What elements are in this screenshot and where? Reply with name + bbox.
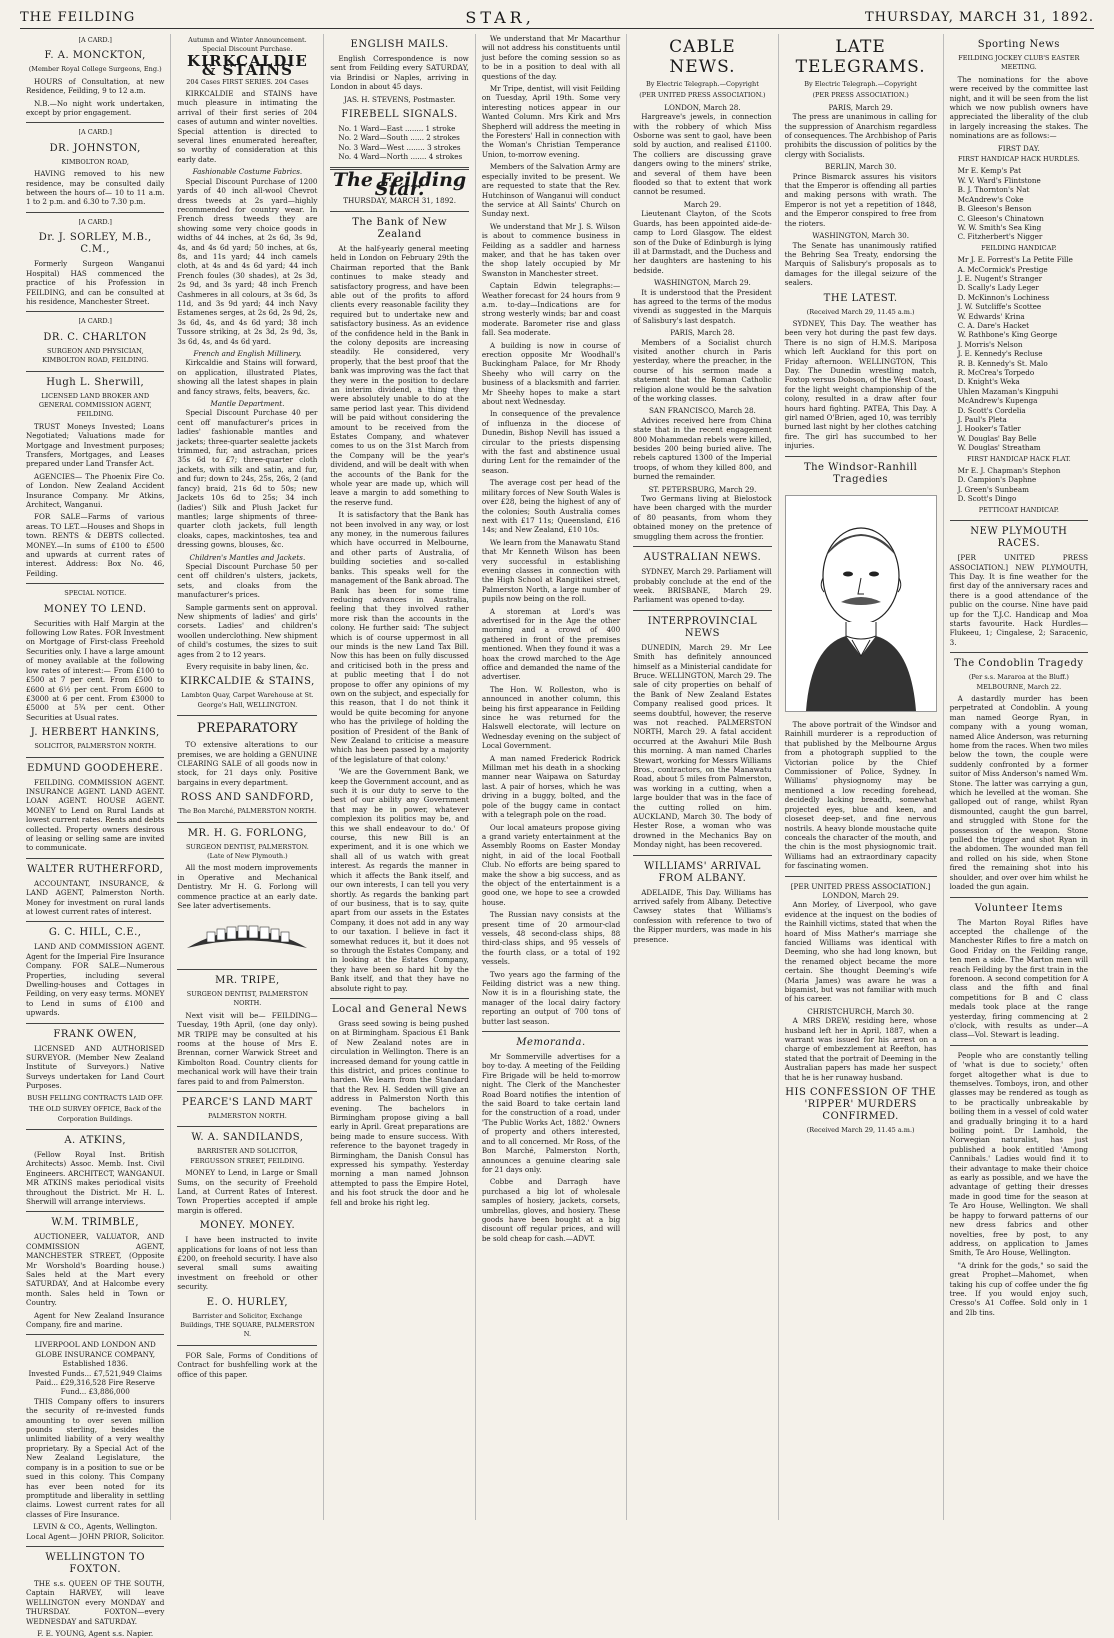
list-item: D. Scott's Dingo bbox=[957, 494, 1017, 504]
col4-body-6: In consequence of the prevalence of influenza in the diocese of Dunedin, Bishop Nevill has issued a circular to the priests dispensing with the fast and abstinence usual during Lent for the remainder of the season. bbox=[481, 409, 621, 475]
late-head: LATE TELEGRAMS. bbox=[795, 37, 926, 77]
berlin-date: BERLIN, March 30. bbox=[824, 162, 897, 172]
williams-head: WILLIAMS' ARRIVAL FROM ALBANY. bbox=[644, 860, 761, 884]
survey-office: THE OLD SURVEY OFFICE, Back of the Corporation Buildings. bbox=[29, 1105, 162, 1123]
children-head: Children's Mantles and Jackets. bbox=[189, 552, 306, 562]
list-item: A. McCormick's Prestige bbox=[957, 264, 1048, 274]
card1-nb: N.B.—No night work undertaken, except by prior engagement. bbox=[26, 98, 165, 118]
kirk-addr: Lambton Quay, Carpet Warehouse at St. George's Hall, WELLINGTON. bbox=[181, 691, 314, 709]
money2: MONEY. MONEY. bbox=[199, 1220, 296, 1232]
column-3 bbox=[324, 34, 475, 1520]
march29-date: March 29. bbox=[683, 199, 722, 209]
wash-date: WASHINGTON, March 29. bbox=[654, 278, 751, 288]
late-sub: By Electric Telegraph.—Copyright bbox=[804, 80, 918, 88]
lead-body-3: 'We are the Government Bank, we keep the Government account, and as such it is our duty to serve to the best of our ability any Government that may be in power, whatever complexion its politics may be, and this we shall endeavour to do.' Of course, this new Bill is an experiment, and it is one which we shall all of us watch with great interest. As regards the manner in which it affects the Bank itself, and our own interests, I can tell you very shortly. As regards the banking part of our business, that is to say, quite apart from our assets in the Estates Company, it does not add in any way to our taxation. I believe in fact it somewhat reduces it, but it does not so through the Estates Company, and in looking at the Estates Company, they have been so hard hit by the Bank itself, and that they have no absolute right to pay. bbox=[330, 767, 469, 993]
fire-list bbox=[330, 124, 468, 162]
masthead-right: THURSDAY, MARCH 31, 1892. bbox=[864, 9, 1094, 25]
late-wash-date: WASHINGTON, March 30. bbox=[812, 231, 910, 241]
card1-tag: [A CARD.] bbox=[78, 36, 112, 44]
col4-body-8: We learn from the Manawatu Stand that Mr Kenneth Wilson has been very successful in establishing evening classes in connection with the High School at Rangitikei street, Palmerston North, a large number of pupils now being on the roll. bbox=[481, 537, 621, 604]
late-assn: (PER PRESS ASSOCIATION.) bbox=[812, 91, 909, 100]
pearce: PEARCE'S LAND MART bbox=[182, 1096, 313, 1108]
aust-body: SYDNEY, March 29. Parliament will probably conclude at the end of the week. BRISBANE, March 29. Parliament was opened to-day. bbox=[633, 567, 772, 605]
fire-head: FIREBELL SIGNALS. bbox=[341, 109, 458, 121]
list-item: B. Gleeson's Benson bbox=[957, 204, 1032, 214]
money-head: MONEY TO LEND. bbox=[43, 603, 147, 615]
column-4 bbox=[476, 34, 627, 1520]
cable-assn: (PER UNITED PRESS ASSOCIATION.) bbox=[639, 91, 766, 100]
list-item: McAndrew's Coke bbox=[957, 194, 1024, 204]
list-item: D. Scott's Cordelia bbox=[957, 405, 1026, 415]
list-item: Mr E. J. Chapman's Stephon bbox=[957, 466, 1061, 476]
latest-time: (Received March 29, 11.45 a.m.) bbox=[806, 307, 915, 316]
ruth-body: ACCOUNTANT, INSURANCE, & LAND AGENT, Palmerston North. Money for investment on rural lands at lowest current rates of interest. bbox=[26, 878, 165, 916]
card4-sub: SURGEON AND PHYSICIAN, KIMBOLTON ROAD, FEILDING. bbox=[42, 346, 149, 365]
ross-sub: The Bon Marché, PALMERSTON NORTH. bbox=[178, 807, 317, 816]
kirk-sig: KIRKCALDIE & STAINS, bbox=[180, 676, 315, 688]
list-item: D. Campion's Daphne bbox=[957, 475, 1037, 485]
col4-intro: We understand that Mr Macarthur will not address his constituents until just before the coming session so as to be in a position to deal with all questions of the day. bbox=[481, 34, 621, 81]
memo-body: Mr Sommerville advertises for a boy to-day. A meeting of the Feilding Fire Brigade will be held to-morrow night. The Clerk of the Manchester Road Board notifies the intention of the said Board to take certain land for the construction of a road, under 'The Public Works Act, 1882.' Owners of property and others interested, and to all concerned. Mr Ross, of the Bon Marché, Palmerston North, announces a genuine clearing sale for 21 days only. bbox=[481, 1052, 621, 1174]
rutherford: WALTER RUTHERFORD, bbox=[27, 863, 164, 875]
every: Every requisite in baby linen, &c. bbox=[186, 662, 309, 671]
goodeh: EDMUND GOODEHERE. bbox=[27, 762, 164, 774]
card2-tag: [A CARD.] bbox=[78, 128, 112, 137]
london2-body: Ann Morley, of Liverpool, who gave evidence at the inquest on the bodies of the Rainhill victims, stated that when the hoard of Miss Mather's marriage she fancied Williams was identical with Deeming, who she had long known, but the renamed object became the more certain. She thought Deeming's wife (Maria James) was aware he was a bigamist, but was not familiar with much of his career. bbox=[784, 900, 937, 1004]
forlong-body: All the most modern improvements in Operative and Mechanical Dentistry. Mr H. G. Forlong will commence practice at an early date. See later advertisements. bbox=[177, 863, 318, 911]
owen: FRANK OWEN, bbox=[53, 1028, 138, 1040]
lead-body-1: At the half-yearly general meeting held in London on February 29th the Chairman reported that the Bank continues to make steady and satisfactory progress, and have been able out of the profits to afford clients every reasonable facility they required but to undertake new and satisfactory business. As an evidence of the confidence held in the Bank in the colony deposits are increasing steadily. He considered, very properly, that the best proof that the bank was improving was the fact that they were in the position to declare an interim dividend, a thing they were absolutely unable to do at the same period last year. This dividend will be paid without considering the amount to be received from the Estates Company, and whatever comes to us on the 31st March from the Company will be the year's dividend, and will be dealt with when the accounts of the Bank for the whole year are made up, which will leave a margin to add something to the reserve fund. bbox=[330, 243, 469, 507]
col4-body-4: Captain Edwin telegraphs:—Weather forecast for 24 hours from 9 a.m. to-day—Indications are for strong westerly winds; bar and coast moderate. Barometer rise and glass fall. Sea moderate. bbox=[481, 281, 621, 338]
list-item: W. Rathbone's King George bbox=[957, 330, 1058, 340]
list-item: C. A. Dare's Hacket bbox=[957, 320, 1029, 330]
newspaper-columns bbox=[20, 34, 1094, 1638]
memoranda-head: Memoranda. bbox=[516, 1037, 586, 1049]
col4-body-11: A man named Frederick Rodrick Millman met his death in a shocking manner near Waipawa on Saturday last. A pair of horses, which he was driving in a buggy, bolted, and the pole of the buggy came in contact with a telegraph pole on the road. bbox=[481, 753, 621, 820]
drink-ad: "A drink for the gods," so said the great Prophet—Mahomet, when taking his cup of coffee under the fig tree. If you would enjoy such, Cresso's A1 Coffee. Sold only in 1 and 2lb tins. bbox=[949, 1260, 1089, 1317]
forsale: FOR Sale, Forms of Conditions of Contract for bushfelling work at the office of this paper. bbox=[177, 1350, 318, 1379]
latest-body: SYDNEY, This Day. The weather has been very hot during the past few days. There is no sign of H.M.S. Mariposa which left Auckland for this port on Friday afternoon. WELLINGTON, This Day. The Dunedin wrestling match, Foxtop versus Dobson, of the West Coast, for the light weight championship of the colony, resulted in a draw after four hours hard fighting. PATEA, This Day. A girl named O'Brien, aged 10, was terribly burned last night by her clothes catching fire. The girl has succumbed to her injuries. bbox=[784, 318, 937, 451]
list-item: Mr J. E. Forrest's La Petite Fille bbox=[957, 255, 1073, 265]
cobbe-ad: Cobbe and Darragh have purchased a big lot of wholesale samples of hosiery, jackets, corsets, umbrellas, gloves, and hosiery. These goods have been bought at a big discount off regular prices, and will be sold cheap for cash.—ADVT. bbox=[481, 1177, 621, 1243]
mantle-head: Mantle Department. bbox=[210, 399, 285, 409]
kirk-cases: 204 Cases FIRST SERIES. 204 Cases bbox=[186, 77, 309, 86]
column-7 bbox=[944, 34, 1094, 1520]
col4-body-1: Mr Tripe, dentist, will visit Feilding on Tuesday, April 19th. Some very interesting notices appear in our Wanted Column. Mrs Kirk and Mrs Shepherd will address the meeting in the Foresters' Hall in connection with the Woman's Christian Temperance Union, to-morrow evening. bbox=[481, 84, 621, 159]
club-head: FEILDING JOCKEY CLUB'S EASTER MEETING. bbox=[958, 54, 1080, 72]
queen-body: THE s.s. QUEEN OF THE SOUTH, Captain HARVEY, will leave WELLINGTON every MONDAY and THURSDAY. FOXTON—every WEDNESDAY and SATURDAY. bbox=[26, 1578, 165, 1626]
list-item: R. McCrea's Torpedo bbox=[957, 368, 1035, 377]
column-5 bbox=[627, 34, 778, 1520]
col4-body-5: A building is now in course of erection opposite Mr Woodhall's Buckingham Palace, for Mr Rhody Sheehy who will carry on the business of a blacksmith and farrier. Mr Sheehy hopes to make a start about next Wednesday. bbox=[481, 340, 621, 407]
card3-body: Formerly Surgeon Wanganui Hospital) HAS commenced the practice of his Profession in FEILDING, and can be consulted at his residence, Manchester Street. bbox=[26, 259, 165, 306]
list-item: J. W. Sutcliffe's Scottee bbox=[957, 302, 1042, 312]
london2-date: [PER UNITED PRESS ASSOCIATION.] LONDON, March 29. bbox=[790, 881, 931, 900]
sherwill-name: Hugh L. Sherwill, bbox=[46, 376, 145, 388]
millinery-body: Kirkcaldie and Stains will forward, on application, illustrated Plates, showing all the latest shapes in plain and fancy straws, felts, beavers, &c. bbox=[177, 358, 318, 396]
list-item: J. Morris's Nelson bbox=[957, 339, 1023, 349]
col4-body-13: The Russian navy consists at the present time of 20 armour-clad vessels, 48 second-class ships, 88 third-class ships, and 95 vessels of the fourth class, or a total of 192 vessels. bbox=[481, 910, 621, 967]
sandilands: W. A. SANDILANDS, bbox=[191, 1132, 304, 1144]
col4-body-9: A storeman at Lord's was advertised for in the Age the other morning and a crowd of 400 gathered in front of the premises mentioned. When they found it was a hoax the crowd marched to the Age office and demanded the name of the advertiser. bbox=[481, 606, 621, 682]
trimble: W.M. TRIMBLE, bbox=[51, 1217, 140, 1229]
list-item: W. V. Ward's Flintstone bbox=[957, 175, 1041, 185]
list-item: J. E. Nugent's Stranger bbox=[957, 273, 1043, 283]
dentures-illustration bbox=[177, 918, 317, 958]
globe-body: THIS Company offers to insurers the security of re-invested funds amounting to over seven million pounds sterling, besides the unlimited liability of a very wealthy proprietary. By a Special Act of the New Zealand Legislature, the company is in a position to sue or be sued in this colony. This Company has ever been noted for its promptitude and liberality in settling claims. Lowest current rates for all classes of Fire Insurance. bbox=[26, 1396, 165, 1519]
berlin-body: Prince Bismarck assures his visitors that the Emperor is offending all parties and making persons with wrath. The Emperor is not yet a repetition of 1848, and the Emperor conspired to free from the rioters. bbox=[784, 171, 937, 228]
hankins: J. HERBERT HANKINS, bbox=[30, 727, 160, 739]
hack-list bbox=[950, 466, 1088, 504]
card3-name: Dr. J. SORLEY, M.B., C.M., bbox=[38, 232, 152, 256]
card1-body: HOURS of Consultation, at new Residence, Feilding, 9 to 12 a.m. bbox=[26, 76, 165, 96]
lead-head: The Bank of New Zealand bbox=[352, 216, 448, 240]
col4-body-10: The Hon. W. Rolleston, who is announced in another column, this being his first appearance in Feilding since he was returned for the Halswell electorate, will lecture on Wednesday evening on the subject of Local Government. bbox=[481, 684, 621, 751]
london-body: Hargreave's jewels, in connection with the robbery of which Miss Osborne was sent to gaol, have been sold by auction, and realised £1100. The colliers are discussing grave dangers owing to the miners' strike, and several of them have been flooded so that to extent that work cannot be resumed. bbox=[633, 112, 772, 197]
sherwill-body: TRUST Moneys Invested; Loans Negotiated; Valuations made for Mortgage and Investment purposes; Transfers, Mortgages, and Leases prepared under Land Transfer Act. bbox=[26, 421, 165, 469]
card3-tag: [A CARD.] bbox=[78, 217, 112, 226]
cond-body: A dastardly murder has been perpetrated at Condoblin. A young man named George Ryan, in company with a young woman, named Alice Anderson, was returning home from the races. When two miles below the town, the couple were suddenly confronted by a former suitor of Miss Anderson's named Wm. Stone. The latter was carrying a gun, which he levelled at the woman. She galloped out of range, whilst Ryan dismounted, caught the gun barrel, and struggled with Stone for the possession of the weapon. Stone pulled the trigger and shot Ryan in the abdomen. The wounded man fell and rolled on his side, when Stone fired the remaining shot into his shoulder, and over over him whilst he loaded the gun again. bbox=[949, 693, 1089, 892]
latest-head: THE LATEST. bbox=[823, 292, 898, 304]
owen-note: BUSH FELLING CONTRACTS LAID OFF. bbox=[27, 1093, 164, 1102]
children-body: Special Discount Purchase 50 per cent off children's ulsters, jackets, sets, and cloaks from the manufacturer's prices. bbox=[177, 561, 318, 600]
wash-body: It is understood that the President has agreed to the terms of the modus vivendi as suggested in the Marquis of Salisbury's last despatch. bbox=[633, 287, 772, 325]
list-item: B. J. Thornton's Nat bbox=[957, 185, 1030, 195]
petticoat-head: PETTICOAT HANDICAP. bbox=[978, 505, 1059, 514]
list-item: W. Edwards' Krina bbox=[957, 311, 1025, 321]
millinery-head: French and English Millinery. bbox=[193, 349, 302, 358]
card4-tag: [A CARD.] bbox=[78, 317, 112, 326]
prep-head: PREPARATORY bbox=[197, 721, 298, 737]
paper-date: THURSDAY, MARCH 31, 1892. bbox=[343, 196, 457, 206]
local-agent: Local Agent— JOHN PRIOR, Solicitor. bbox=[26, 1531, 165, 1541]
christ-date: CHRISTCHURCH, March 30. bbox=[807, 1006, 914, 1016]
list-item: W. Douglas' Streatham bbox=[957, 443, 1041, 453]
column-1 bbox=[20, 34, 171, 1638]
handicap-head: FEILDING HANDICAP. bbox=[981, 243, 1057, 252]
sanfran-body: Advices received here from China state that in the recent engagement 800 Mohammedan rebels were killed, besides 200 being buried alive. The rebels captured 1300 of the Imperial troops, of whom they killed 800, and burned the remainder. bbox=[633, 415, 772, 482]
australian-head: AUSTRALIAN NEWS. bbox=[643, 552, 762, 564]
card1-sub: (Member Royal College Surgeons, Eng.) bbox=[28, 65, 162, 74]
list-item: R. B. Kennedy's St. Malo bbox=[957, 358, 1048, 368]
hankins-sub: SOLICITOR, PALMERSTON NORTH. bbox=[34, 742, 157, 751]
list-item: J. Green's Sunbeam bbox=[957, 484, 1029, 494]
tragedy-head: The Windsor-Ranhill Tragedies bbox=[803, 461, 918, 485]
insurance-agent: Agent for New Zealand Insurance Company, fire and marine. bbox=[26, 1310, 165, 1329]
list-item: W. Douglas' Bay Belle bbox=[957, 433, 1037, 443]
col4-body-12: Our local amateurs propose giving a grand variety entertainment at the Assembly Rooms on Easter Monday night, in aid of the local Football Club. No efforts are being spared to make the show a big success, and as the object of the entertainment is a good one, we hope to see a crowded house. bbox=[481, 822, 621, 907]
volunteer-head: Volunteer Items bbox=[974, 902, 1063, 914]
vol-body: The Marton Royal Rifles have accepted the challenge of the Manchester Rifles to fire a match on Good Friday on the Feilding range, ten men a side. The Marton men will reach Feilding by the first train in the forenoon. A second competition for A class and the fifth and final competitions for B and C class medals took place at the range yesterday, firing commencing at 2 o'clock, with results as under—A class—Vol. Stewart is leading. bbox=[949, 917, 1089, 1040]
paris-body: Members of a Socialist church visited another church in Paris yesterday, where the preacher, in the course of his sermon made a statement that the Roman Catholic religion alone would be the salvation of the working classes. bbox=[633, 337, 772, 403]
stpete-date: ST. PETERSBURG, March 29. bbox=[648, 484, 757, 494]
cond-sub: (Per s.s. Mararoa at the Bluff.) MELBOURNE, March 22. bbox=[968, 673, 1069, 691]
hurley-sub: Barrister and Solicitor, Exchange Buildings, THE SQUARE, PALMERSTON N. bbox=[180, 1311, 315, 1339]
list-item: Uhlen Mazaman's Kingpuhi bbox=[957, 386, 1059, 396]
foxton-head: WELLINGTON TO FOXTON. bbox=[45, 1551, 146, 1575]
list-item: D. Scally's Lady Leger bbox=[957, 283, 1039, 293]
fire-item: No. 3 Ward—West ........ 3 strokes bbox=[338, 142, 461, 152]
inter-body: DUNEDIN, March 29. Mr Lee Smith has definitely announced himself as a Ministerial candidate for Bruce. WELLINGTON, March 29. The sale of city properties on behalf of the Bank of New Zealand Estates Company realised good prices. It seems doubtful, however, the reserve was not reached. PALMERSTON NORTH, March 29. A fatal accident occurred at the Awahuri Mile Bush this morning. A man named Charles Stewart, working for Messrs Williams Bros., contractors, on the Manawatu Road, about 5 miles from Palmerston, was working in a cutting, when a large boulder that was in the face of the cutting rolled on him. AUCKLAND, March 30. The body of Hester Rose, a woman who was drowned in the Mechanics Bay on Monday night, has been recovered. bbox=[633, 642, 772, 850]
card4-name: DR. C. CHARLTON bbox=[43, 331, 148, 343]
hurdles-head: FIRST HANDICAP HACK HURDLES. bbox=[958, 155, 1080, 164]
williams-portrait-illustration bbox=[785, 495, 937, 712]
np-body: [PER UNITED PRESS ASSOCIATION.] NEW PLYMOUTH, This Day. It is fine weather for the first day of the anniversary races and there is a good attendance of the public on the course. Nine have paid up for the T.J.C. Handicap and Moa starts favourite. Hack Hurdles—Flukeeu, 1; Cingalese, 2; Saracenic, 3. bbox=[949, 553, 1089, 647]
agencies: AGENCIES— The Phoenix Fire Co. of London. New Zealand Accident Insurance Company. Mr Atkins, Architect, Wanganui. bbox=[26, 471, 165, 509]
cable-head: CABLE NEWS. bbox=[669, 37, 736, 77]
goodeh-body: FEILDING. COMMISSION AGENT. INSURANCE AGENT. LAND AGENT. LOAN AGENT. HOUSE AGENT. MONEY to Lend on Rural Lands at lowest current rates. Rents and debts collected. Property owners desirous of leasing or selling same are invited to communicate. bbox=[26, 777, 165, 853]
trimble-body: AUCTIONEER, VALUATOR, AND COMMISSION AGENT, MANCHESTER STREET, (Opposite Mr Worshold's Boarding house.) Sales held at the Mart every SATURDAY, And at Halcombe every month. Sales held in Town or Country. bbox=[26, 1232, 165, 1308]
hack-head: FIRST HANDICAP HACK FLAT. bbox=[967, 454, 1071, 463]
column-2 bbox=[171, 34, 324, 1520]
fire-item: No. 4 Ward—North ....... 4 strokes bbox=[338, 152, 463, 162]
paper-title: The Feilding Star. bbox=[332, 168, 467, 201]
hisconf-time: (Received March 29, 11.45 a.m.) bbox=[806, 1126, 915, 1135]
levin: LEVIN & CO., Agents, Wellington. bbox=[33, 1522, 158, 1532]
list-item: McAndrew's Kupenga bbox=[957, 396, 1038, 406]
cable-sub: By Electric Telegraph.—Copyright bbox=[645, 80, 759, 88]
fashion-head: Fashionable Costume Fabrics. bbox=[192, 167, 303, 177]
kirk-title: KIRKCALDIE & STAINS bbox=[187, 51, 308, 80]
handicap-list bbox=[950, 255, 1088, 453]
col4-body-2: Members of the Salvation Army are especially invited to be present. We are requested to state that the Rev. Hutchinson of Wanganui will conduct the service at All Saints' Church on Sunday next. bbox=[481, 162, 621, 219]
list-item: C. Gleeson's Chinatown bbox=[957, 213, 1044, 223]
condoblin-head: The Condoblin Tragedy bbox=[954, 658, 1084, 670]
card2-name: DR. JOHNSTON, bbox=[49, 142, 141, 154]
col4-body-14: Two years ago the farming of the Feilding district was a new thing. Now it is in a flourishing state, the manager of the local dairy factory reporting an output of 700 tons of butter last season. bbox=[481, 969, 621, 1026]
tripe-body: Next visit will be— FEILDING—Tuesday, 19th April, (one day only). MR TRIPE may be consulted at his rooms at the house of Mrs E. Brennan, corner Warwick Street and Kimbolton Road. Country clients for mechanical work will have their train fares paid to and from Palmerston. bbox=[177, 1010, 318, 1086]
masthead-left: THE FEILDING bbox=[20, 9, 136, 25]
local-body: Grass seed sowing is being pushed on at Birmingham. Spacious £1 Bank of New Zealand notes are in circulation in Wellington. There is an increased demand for young cattle in this district, and prices continue to harden. We learn from the Standard that the Rev. H. Sedden will give an address in Palmerston North this evening. The bachelors in Birmingham propose giving a ball early in April. Great preparations are being made to ensure success. With reference to the bayonet tragedy in Birmingham, the Danish Consul has expressed his sympathy. Yesterday morning a man named Johnson attempted to pass the Empire Hotel, and his foot struck the door and he fell and broke his right leg. bbox=[330, 1018, 469, 1207]
atkins: A. ATKINS, bbox=[64, 1134, 127, 1146]
list-item: Mr E. Kemp's Pat bbox=[957, 166, 1022, 176]
special-notice: SPECIAL NOTICE. bbox=[64, 589, 127, 598]
advt-body: People who are constantly telling of 'what is due to society,' often forget altogether what is due to themselves. Tomboys, iron, and other glasses may be rendered as tough as to be practically unbreakable by boiling them in a vessel of cold water and gradually bringing it to a hard boiling point. Dr Lamhold, the Norwegian naturalist, has just published a book entitled 'Among Cannibals.' Ladies would find it to their advantage to make their choice as early as possible, and we have the advantage of getting their dresses made in good time for the season at Te Aro House, Wellington. We shall be happy to forward patterns of our new dress fabrics and other novelties, free by post, to any address, on application to James Smith, Te Aro House, Wellington. bbox=[949, 1050, 1089, 1258]
kirk-intro: Autumn and Winter Announcement. Special Discount Purchase. bbox=[188, 36, 307, 54]
christ-body: A MRS DREW, residing here, whose husband left her in April, 1887, when a warrant was issued for his arrest on a charge of embezzlement at Reefton, has stated that the portrait of Deeming in the Australian papers has made her suspect that he is her runaway husband. bbox=[784, 1016, 937, 1082]
col4-body-7: The average cost per head of the military forces of New South Wales is over £28, being the highest of any of the colonies; South Australia comes next with £17 11s; Queensland, £16 14s; and New Zealand, £10 10s. bbox=[481, 478, 621, 535]
forlong: MR. H. G. FORLONG, bbox=[187, 827, 308, 839]
fire-item: No. 1 Ward—East ........ 1 stroke bbox=[338, 124, 456, 134]
sherwill-sub: LICENSED LAND BROKER AND GENERAL COMMISSION AGENT, FEILDING. bbox=[38, 391, 152, 419]
tragedy-body: The above portrait of the Windsor and Rainhill murderer is a reproduction of that published by the Melbourne Argus from a photograph supplied to the Victorian police by the Chief Commissioner of Police, Sydney. In Williams' physiognomy may be mentioned a low receding forehead, decidedly lacking breadth, somewhat projected eyes, blue and keen, and closeset deep-set, and fine nervous nostrils. A heavy blonde moustache quite conceals the character of the mouth, and the chin is the most physiognomic trait. Williams had an extraordinary capacity for fascinating women. bbox=[784, 720, 937, 871]
stpete-body: Two Germans living at Bielostock have been charged with the murder of 80 peasants, from whom they obtained money on the pretence of smuggling them across the frontier. bbox=[633, 494, 772, 541]
local-head: Local and General News bbox=[331, 1003, 468, 1015]
williams-body: ADELAIDE, This Day. Williams has arrived safely from Albany. Detective Cawsey states that Williams's confession with reference to two of the Ripper murders, was made in his presence. bbox=[633, 887, 772, 944]
prep-body: TO extensive alterations to our premises, we are holding a GENUINE CLEARING SALE of all goods now in stock, for 21 days only. Positive bargains in every department. bbox=[177, 740, 318, 787]
rents: FOR SALE—Farms of various areas. TO LET.—Houses and Shops in town. RENTS & DEBTS collected. MONEY.—In sums of £100 to £500 and upwards at current rates of interest. Address: Box No. 46, Feilding. bbox=[26, 512, 165, 578]
paris-date: PARIS, March 28. bbox=[670, 328, 735, 338]
money-body: Securities with Half Margin at the following Low Rates. FOR Investment on Mortgage of First-class Freehold Securities only. I have a large amount of money available at the following low rates of interest:— From £100 to £500 at 7 per cent. From £500 to £600 at 6½ per cent. From £600 to £3000 at 6 per cent. From £3000 to £5000 at 5¾ per cent. Other Securities at Usual rates. bbox=[26, 618, 165, 722]
young-sig: F. E. YOUNG, Agent s.s. Napier. bbox=[37, 1628, 154, 1638]
hurdles-list bbox=[950, 166, 1088, 241]
ross: ROSS AND SANDFORD, bbox=[180, 792, 314, 804]
sanfran-date: SAN FRANCISCO, March 28. bbox=[649, 406, 756, 416]
hisconf-head: HIS CONFESSION OF THE 'RIPPER' MURDERS CONFIRMED. bbox=[785, 1087, 936, 1123]
london-date: LONDON, March 28. bbox=[664, 102, 741, 112]
sample: Sample garments sent on approval. New shipments of ladies' and girls' corsets. Ladies' and children's woollen underclothing. New shipment of child's costumes, the sizes to suit ages from 2 to 12 years. bbox=[177, 602, 318, 659]
atkins-body: (Fellow Royal Inst. British Architects) Assoc. Memb. Inst. Civil Engineers. ARCHITECT, WANGANUI. MR ATKINS makes periodical visits throughout the District. Mr H. L. Sherwill will arrange interviews. bbox=[26, 1149, 165, 1206]
late-paris-body: The press are unanimous in calling for the suppression of Anarchism regardless of consequences. The Archbishop of Paris prohibits the discussion of politics by the clergy with Socialists. bbox=[784, 112, 937, 159]
sport-head: Sporting News bbox=[977, 39, 1060, 50]
mails-sig: JAS. H. STEVENS, Postmaster. bbox=[343, 94, 456, 104]
mails-head: ENGLISH MAILS. bbox=[350, 39, 449, 50]
card2-addr: KIMBOLTON ROAD, bbox=[61, 157, 129, 166]
hill: G. C. HILL, C.E., bbox=[48, 927, 142, 939]
lglobe: LIVERPOOL AND LONDON AND GLOBE INSURANCE COMPANY, Established 1836. bbox=[34, 1340, 156, 1369]
money2-body: I have been instructed to invite applications for loans of not less than £200, on freehold security. I have also several small sums awaiting investment on freehold or other security. bbox=[177, 1235, 318, 1292]
owen-body: LICENSED AND AUTHORISED SURVEYOR. (Member New Zealand Institute of Surveyors.) Native Surveys undertaken for Land Court Purposes. bbox=[26, 1043, 165, 1091]
list-item: W. W. Smith's Sea King bbox=[957, 222, 1042, 232]
lead-body-2: It is satisfactory that the Bank has not been involved in any way, or lost any money, in the numerous failures which have occurred in Melbourne, and other parts of Australia, of building societies and so-called banks. This speaks well for the management of the Bank abroad. The Bank has been for some time reducing advances in Australia, feeling that they involved rather more risk than the accounts in the colony. He further said: 'The subject which is of course uppermost in all our minds is the new Land Tax Bill. Now this has been on fully discussed and criticised both in the press and at public meeting that I do not propose to offer any opinions of my own on the subject, and especially for this reason, that I do not think it would be quite becoming for anyone who has the privilege of holding the position of President of the Bank of New Zealand to criticise a measure which has been passed by a majority of the legislature of that colony.' bbox=[330, 510, 469, 764]
first-day: FIRST DAY. bbox=[997, 143, 1040, 153]
list-item: J. Paul's Pleta bbox=[957, 415, 1007, 425]
card2-body: HAVING removed to his new residence, may be consulted daily between the hours of— 10 to 11 a.m. 1 to 2 p.m. and 6.30 to 7.30 p.m. bbox=[26, 169, 165, 207]
club-body: The nominations for the above were received by the committee last night, and it will be seen from the list which we now publish owners have appreciated the liberality of the club in largely increasing the stakes. The nominations are as follows:— bbox=[949, 74, 1089, 141]
kirk-body: KIRKCALDIE and STAINS have much pleasure in intimating the arrival of their first series of 204 cases of autumn and winter novelties. Special attention is directed to several lines enumerated hereafter, so worthy of consideration at this early date. bbox=[177, 89, 318, 164]
col4-body-3: We understand that Mr J. S. Wilson is about to commence business in Feilding as a saddler and harness maker, and that he has taken over the shop lately occupied by Mr Swanston in Manchester street. bbox=[481, 221, 621, 278]
list-item: C. Fitzherbert's Nigger bbox=[957, 232, 1043, 242]
mails-body: English Correspondence is now sent from Feilding every SATURDAY, via Brindisi or Naples, arriving in London in about 45 days. bbox=[330, 54, 469, 92]
list-item: D. Knight's Weka bbox=[957, 377, 1020, 387]
forlong-sub: SURGEON DENTIST, PALMERSTON. (Late of New Plymouth.) bbox=[185, 842, 309, 861]
list-item: J. Hooker's Tatler bbox=[957, 424, 1021, 434]
fashion-body: Special Discount Purchase of 1200 yards of 40 inch all-wool Chevrot dress tweeds at 2s yard—highly recommended for country wear. In French dress tweeds they are showing some very choice goods in widths of 44 inches, at 2s 6d, 3s 9d, 4s, and 4s 6d yard; 50 inches, at 6s, 8s, and 11s yard; 44 inch camels cloth, at 4s and 4s 6d yard; 44 inch French foules (30 shades), at 2s 3d, 2s 9d, and 3s yard; 48 inch French Cashmeres in all colours, at 3s 6d, 3s 11d, and 3s 9d yard; 44 inch Navy Estamenes serges, at 2s 6d, 2s 9d, 2s, 3s 6d, 4s, and 4s 6d yard; 38 inch Tussore striking, at 2s 3d, 2s 9d, 3s, 3s 6d, 4s, and 4s 6d yard. bbox=[177, 176, 318, 346]
sand-body: MONEY to Lend, in Large or Small Sums, on the security of Freehold Land, at Current Rates of Interest. Town Properties accepted if ample margin is offered. bbox=[177, 1168, 318, 1215]
list-item: J. E. Kennedy's Recluse bbox=[957, 349, 1043, 359]
inter-head: INTERPROVINCIAL NEWS bbox=[647, 615, 758, 639]
march29-body: Lieutenant Clayton, of the Scots Guards, has been appointed aide-de-camp to Lord Glasgow. The eldest son of the Duke of Edinburgh is lying ill at Darmstadt, and the Duchess and her daughters are hastening to his bedside. bbox=[633, 209, 772, 275]
hurley: E. O. HURLEY, bbox=[206, 1296, 289, 1308]
tripe: MR. TRIPE, bbox=[215, 974, 280, 986]
hill-body: LAND AND COMMISSION AGENT. Agent for the Imperial Fire Insurance Company. FOR SALE—Numerous Properties, including several Dwelling-houses and Cottages in Feilding, on very easy terms. MONEY to Lend in sums of £100 and upwards. bbox=[26, 942, 165, 1018]
funds: Invested Funds... £7,521,949 Claims Paid... £29,316,528 Fire Reserve Fund... £3,886,000 bbox=[28, 1368, 162, 1397]
mantle-body: Special Discount Purchase 40 per cent off manufacturer's prices in ladies' fashionable mantles and jackets; three-quarter sealette jackets trimmed, fur, and astrachan, prices 35s 6d to £7; three-quarter cloth jackets, with silk and satin, and fur, and fur; down to 24s, 25s, 26s, 2 (and fancy) braid, 21s 6d to 50s; new Jackets 10s 6d to 25s; 34 inch (ladies') Silk and Plush Jacket fur mantles; large shipments of three-quarter cloth jackets, full length cloaks, capes, mackintoshes, tea and dressing gowns, blouses, &c. bbox=[177, 408, 318, 550]
sand-sub: BARRISTER AND SOLICITOR, FERGUSSON STREET, FEILDING. bbox=[190, 1147, 305, 1165]
list-item: D. McKinnon's Lochiness bbox=[957, 292, 1050, 302]
np-head: NEW PLYMOUTH RACES. bbox=[970, 526, 1068, 550]
tripe-sub: SURGEON DENTIST, PALMERSTON NORTH. bbox=[186, 989, 309, 1008]
masthead bbox=[20, 6, 1094, 29]
pearce-sub: PALMERSTON NORTH. bbox=[207, 1111, 287, 1120]
late-wash-body: The Senate has unanimously ratified the Behring Sea Treaty, endorsing the Marquis of Salisbury's proposals as to damages for the illegal seizure of the sealers. bbox=[784, 240, 937, 288]
fire-item: No. 2 Ward—South ...... 2 strokes bbox=[338, 133, 460, 143]
late-paris-date: PARIS, March 29. bbox=[828, 102, 893, 112]
masthead-center: STAR, bbox=[465, 7, 535, 27]
card1-name: F. A. MONCKTON, bbox=[44, 50, 146, 62]
column-6 bbox=[779, 34, 944, 1520]
